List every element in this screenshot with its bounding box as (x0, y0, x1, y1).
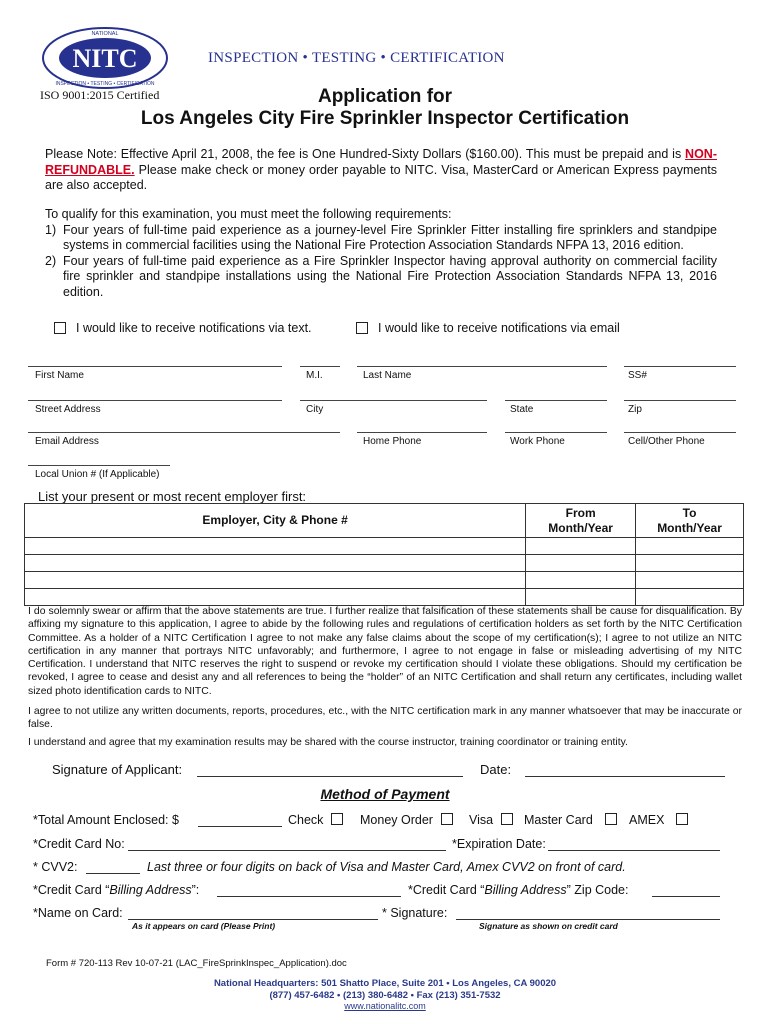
requirement-text: Four years of full-time paid experience as a Fire Sprinkler Inspector having approval authority on commercial facility fire sprinkler and standpipe installations using the National Fire Protection Association Standards NFPA 13, 2016 edition. (63, 253, 717, 299)
table-cell[interactable] (636, 572, 744, 589)
requirement-item (45, 254, 717, 301)
footer-website-link[interactable]: www.nationalitc.com (344, 1001, 426, 1011)
employer-col-header: Employer, City & Phone # (25, 504, 526, 538)
legal-statement-1: I do solemnly swear or affirm that the above statements are true. I further realize that falsification of these statements shall be cause for disqualification. By affixing my signature to this application, I agree to abide by the following rules and regulations of certification holders as set forth by the NITC Certification Committee. As a holder of a NITC Certification I agree to not make any false claims about the scope of my certification(s); I agree to not utilize an NITC certification in any manner that portrays NITC unfavorably; and furthermore, I agree to not engage in false or misleading advertising of my NITC Certification. I understand that NITC reserves the right to suspend or revoke my certification should I violate these obligations. Should my certification be revoked, I agree to cease and desist any and all references to being the “holder” of an NITC Certification and shall return any certificates, including wallet sized photo identification cards to NITC. (28, 606, 742, 697)
table-row[interactable] (25, 538, 744, 555)
table-cell[interactable] (636, 538, 744, 555)
table-cell[interactable] (526, 589, 636, 606)
form-number: Form # 720-113 Rev 10-07-21 (LAC_FireSprinkInspec_Application).doc (46, 958, 347, 969)
legal-statement-3: I understand and agree that my examination results may be shared with the course instructor, training coordinator or training entity. (28, 737, 628, 748)
home-phone-field[interactable] (357, 432, 487, 447)
credit-card-no-label: *Credit Card No: (33, 837, 125, 851)
notify-email-label: I would like to receive notifications via email (378, 321, 620, 335)
from-month-year: Month/Year (548, 520, 613, 535)
fee-note-text-b: Please make check or money order payable to NITC. Visa, MasterCard or American Express payments are also accepted. (45, 162, 717, 192)
email-field[interactable] (28, 432, 340, 447)
notify-email-option[interactable] (356, 321, 620, 335)
billing-zip-italic: Billing Address (484, 883, 567, 897)
local-union-label: Local Union # (If Applicable) (35, 469, 160, 480)
master-card-option[interactable] (524, 813, 617, 827)
ss-field[interactable] (624, 366, 736, 381)
table-cell[interactable] (25, 572, 526, 589)
requirement-num: 2) (45, 253, 57, 268)
state-label: State (510, 404, 534, 415)
table-cell[interactable] (25, 538, 526, 555)
check-checkbox[interactable] (331, 813, 343, 825)
master-card-label: Master Card (524, 813, 593, 827)
last-name-label: Last Name (363, 370, 412, 381)
name-on-card-note: As it appears on card (Please Print) (132, 921, 276, 931)
check-option[interactable] (288, 813, 343, 827)
billing-zip-prefix: *Credit Card “ (408, 883, 485, 897)
fee-note-text-a: Please Note: Effective April 21, 2008, the fee is One Hundred-Sixty Dollars ($160.00). This must be prepaid and is (45, 147, 682, 161)
requirement-num: 1) (45, 222, 57, 237)
zip-label: Zip (628, 404, 642, 415)
notify-text-checkbox[interactable] (54, 322, 66, 334)
mi-field[interactable] (300, 366, 340, 381)
master-card-checkbox[interactable] (605, 813, 617, 825)
billing-zip-label (408, 883, 628, 897)
requirement-text: Four years of full-time paid experience as a journey-level Fire Sprinkler Fitter installing fire sprinklers and standpipe systems in commercial facilities using the National Fire Protection Association Standards NFPA 13, 2016 edition. (63, 222, 717, 252)
employer-heading: List your present or most recent employer first: (38, 489, 307, 504)
city-label: City (306, 404, 324, 415)
billing-address-line[interactable] (217, 896, 401, 897)
ss-label: SS# (628, 370, 647, 381)
date-label: Date: (480, 762, 512, 777)
iso-certified: ISO 9001:2015 Certified (40, 88, 160, 102)
name-on-card-line[interactable] (128, 919, 378, 920)
table-cell[interactable] (636, 589, 744, 606)
home-phone-label: Home Phone (363, 436, 422, 447)
notify-email-checkbox[interactable] (356, 322, 368, 334)
logo-text: NITC (72, 44, 138, 73)
email-label: Email Address (35, 436, 99, 447)
table-cell[interactable] (526, 555, 636, 572)
city-field[interactable] (300, 400, 487, 415)
billing-zip-line[interactable] (652, 896, 720, 897)
expiration-line[interactable] (548, 850, 720, 851)
tagline: INSPECTION • TESTING • CERTIFICATION (208, 50, 505, 66)
visa-label: Visa (469, 813, 494, 827)
money-order-label: Money Order (360, 813, 433, 827)
legal-statement-2: I agree to not utilize any written documents, reports, procedures, etc., with the NITC certification mark in any manner whatsoever that may be inaccurate or false. (28, 706, 742, 731)
amex-option[interactable] (629, 813, 688, 827)
page-title-line1: Application for (317, 86, 453, 107)
visa-checkbox[interactable] (501, 813, 513, 825)
date-line[interactable] (525, 776, 725, 777)
table-row[interactable] (25, 589, 744, 606)
table-cell[interactable] (526, 572, 636, 589)
from-label: From (565, 505, 596, 520)
table-row[interactable] (25, 572, 744, 589)
zip-field[interactable] (624, 400, 736, 415)
name-on-card-label: *Name on Card: (33, 906, 123, 920)
requirement-item (45, 223, 717, 254)
signature-line[interactable] (197, 776, 463, 777)
table-cell[interactable] (526, 538, 636, 555)
billing-address-italic: Billing Address (109, 883, 192, 897)
first-name-label: First Name (35, 370, 84, 381)
billing-address-label (33, 883, 199, 897)
footer-address: National Headquarters: 501 Shatto Place, Suite 201 • Los Angeles, CA 90020 (213, 978, 557, 989)
table-cell[interactable] (25, 555, 526, 572)
visa-option[interactable] (469, 813, 513, 827)
billing-zip-suffix: ” Zip Code: (566, 883, 629, 897)
money-order-option[interactable] (360, 813, 453, 827)
last-name-field[interactable] (357, 366, 607, 381)
logo-ring-top: NATIONAL (91, 31, 119, 37)
card-signature-line[interactable] (456, 919, 720, 920)
expiration-label: *Expiration Date: (452, 837, 546, 851)
mi-label: M.I. (306, 370, 323, 381)
billing-address-prefix: *Credit Card “ (33, 883, 110, 897)
amex-checkbox[interactable] (676, 813, 688, 825)
total-amount-line[interactable] (198, 826, 282, 827)
to-month-year: Month/Year (657, 520, 722, 535)
card-signature-note: Signature as shown on credit card (479, 921, 618, 931)
table-cell[interactable] (636, 555, 744, 572)
cell-phone-label: Cell/Other Phone (628, 436, 705, 447)
amex-label: AMEX (629, 813, 665, 827)
work-phone-label: Work Phone (510, 436, 565, 447)
nitc-logo (40, 26, 170, 90)
cvv-note: Last three or four digits on back of Visa and Master Card, Amex CVV2 on front of card. (147, 860, 626, 874)
to-col-header (636, 504, 744, 538)
street-address-label: Street Address (35, 404, 101, 415)
street-address-field[interactable] (28, 400, 282, 415)
page-title-line2: Los Angeles City Fire Sprinkler Inspector Certification (140, 108, 630, 129)
employer-table-header (25, 504, 744, 538)
card-signature-label: * Signature: (382, 906, 448, 920)
fee-note (45, 147, 717, 194)
requirements-intro: To qualify for this examination, you must meet the following requirements: (45, 207, 452, 221)
method-of-payment-heading: Method of Payment (320, 786, 450, 802)
employer-table (24, 503, 744, 606)
cell-phone-field[interactable] (624, 432, 736, 447)
requirements (45, 207, 717, 300)
notify-text-label: I would like to receive notifications via text. (76, 321, 312, 335)
notify-text-option[interactable] (54, 321, 312, 335)
signature-label: Signature of Applicant: (52, 762, 183, 777)
cvv-line[interactable] (86, 873, 140, 874)
state-field[interactable] (505, 400, 607, 415)
from-col-header (526, 504, 636, 538)
total-amount-label: *Total Amount Enclosed: $ (33, 813, 179, 827)
logo-ring-bottom: INSPECTION • TESTING • CERTIFICATION (55, 81, 155, 87)
non-refundable: NON-REFUNDABLE. (45, 147, 717, 177)
credit-card-no-line[interactable] (128, 850, 446, 851)
billing-address-suffix: ”: (191, 883, 200, 897)
table-row[interactable] (25, 555, 744, 572)
first-name-field[interactable] (28, 366, 282, 381)
cvv-label: * CVV2: (33, 860, 78, 874)
check-label: Check (288, 813, 324, 827)
footer-phones: (877) 457-6482 • (213) 380-6482 • Fax (213) 351-7532 (269, 990, 501, 1001)
local-union-field[interactable] (28, 465, 170, 480)
money-order-checkbox[interactable] (441, 813, 453, 825)
table-cell[interactable] (25, 589, 526, 606)
work-phone-field[interactable] (505, 432, 607, 447)
to-label: To (682, 505, 697, 520)
